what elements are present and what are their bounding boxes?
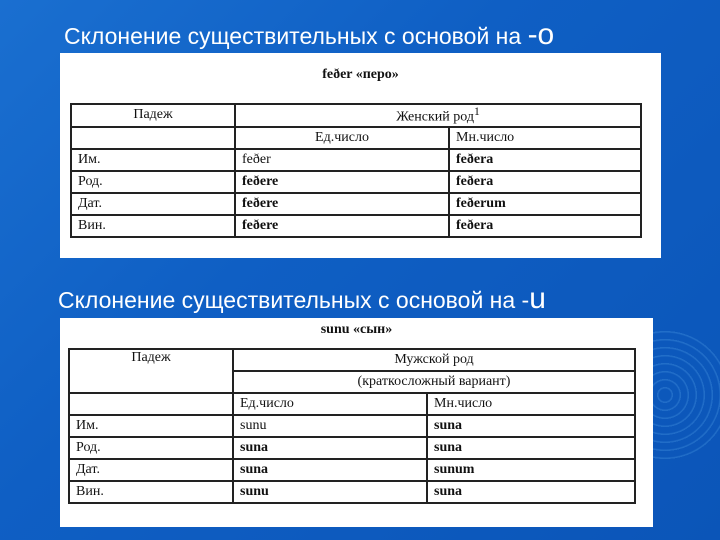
case-label: Вин. bbox=[69, 481, 233, 503]
plural-form: feðera bbox=[449, 149, 641, 171]
singular-form: suna bbox=[233, 459, 427, 481]
plural-form: suna bbox=[427, 437, 635, 459]
word-caption: sunu «сын» bbox=[320, 322, 393, 337]
header-plural: Мн.число bbox=[449, 127, 641, 149]
table-row bbox=[71, 215, 641, 237]
declension-table-o-stem bbox=[70, 103, 642, 238]
declension-panel-u-stem bbox=[60, 318, 653, 527]
singular-form: suna bbox=[233, 437, 427, 459]
case-label: Род. bbox=[69, 437, 233, 459]
case-label: Им. bbox=[71, 149, 235, 171]
plural-form: suna bbox=[427, 481, 635, 503]
singular-form: feðere bbox=[235, 171, 449, 193]
table-row bbox=[69, 459, 635, 481]
singular-form: sunu bbox=[233, 415, 427, 437]
singular-form: feðere bbox=[235, 193, 449, 215]
header-gender: Мужской род bbox=[233, 349, 635, 371]
title-main: Склонение существительных с основой на bbox=[64, 23, 528, 49]
declension-panel-o-stem bbox=[60, 53, 661, 258]
table-row bbox=[69, 481, 635, 503]
table-row bbox=[71, 171, 641, 193]
word-caption: feðer «перо» bbox=[322, 67, 399, 82]
header-singular: Ед.число bbox=[233, 393, 427, 415]
singular-form: feðere bbox=[235, 215, 449, 237]
plural-form: suna bbox=[427, 415, 635, 437]
table-header-row bbox=[69, 349, 635, 371]
table-row bbox=[71, 193, 641, 215]
header-gender: Женский род$^1$ bbox=[235, 104, 641, 127]
plural-form: feðera bbox=[449, 215, 641, 237]
header-variant: (краткосложный вариант) bbox=[233, 371, 635, 393]
title-suffix: u bbox=[529, 282, 546, 315]
case-label: Дат. bbox=[69, 459, 233, 481]
case-label: Вин. bbox=[71, 215, 235, 237]
header-plural: Мн.число bbox=[427, 393, 635, 415]
plural-form: feðerum bbox=[449, 193, 641, 215]
empty-cell bbox=[69, 393, 233, 415]
header-case: Падеж bbox=[71, 104, 235, 127]
singular-form: feðer bbox=[235, 149, 449, 171]
case-label: Им. bbox=[69, 415, 233, 437]
footnote-marker: 1 bbox=[473, 105, 480, 118]
table-row bbox=[69, 415, 635, 437]
section-title-u-stem bbox=[58, 282, 546, 316]
table-subheader-row bbox=[71, 127, 641, 149]
table-header-row bbox=[71, 104, 641, 127]
plural-form: feðera bbox=[449, 171, 641, 193]
table-row bbox=[69, 437, 635, 459]
header-singular: Ед.число bbox=[235, 127, 449, 149]
table-row bbox=[71, 149, 641, 171]
title-suffix: -o bbox=[527, 18, 555, 51]
title-main: Склонение существительных с основой на - bbox=[58, 287, 530, 313]
declension-table-u-stem bbox=[68, 348, 636, 504]
plural-form: sunum bbox=[427, 459, 635, 481]
singular-form: sunu bbox=[233, 481, 427, 503]
table-subheader-row bbox=[69, 393, 635, 415]
empty-cell bbox=[71, 127, 235, 149]
case-label: Дат. bbox=[71, 193, 235, 215]
case-label: Род. bbox=[71, 171, 235, 193]
header-case: Падеж bbox=[69, 349, 233, 393]
section-title-o-stem bbox=[64, 18, 554, 52]
